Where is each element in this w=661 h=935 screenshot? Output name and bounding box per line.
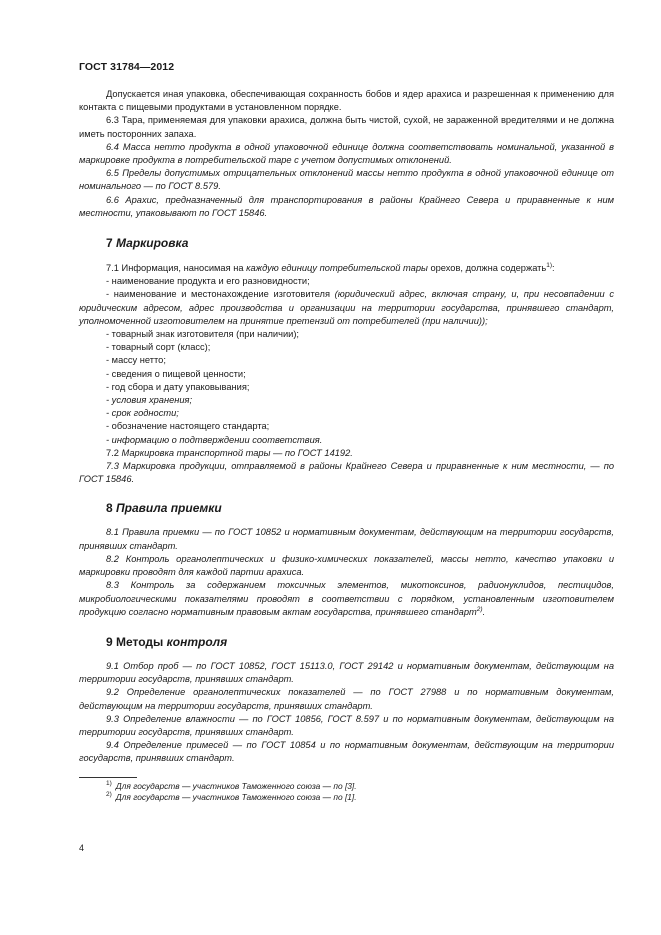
- paragraph-8-1: 8.1 Правила приемки — по ГОСТ 10852 и нормативным документам, действующим на территории государств, принявших стандарт.: [79, 527, 614, 551]
- section-8-number: 8: [106, 501, 113, 516]
- list-item: - условия хранения;: [106, 395, 193, 406]
- paragraph-9-3: 9.3 Определение влажности — по ГОСТ 10856, ГОСТ 8.597 и по нормативным документам, действующим на территории государств, принявших стандарт.: [79, 713, 614, 737]
- paragraph-6-4: 6.4 Масса нетто продукта в одной упаковочной единице должна соответствовать номинальной, указанной в маркировке продукта в потребительской таре с учетом допустимых отклонений.: [79, 141, 614, 166]
- list-item: - товарный сорт (класс);: [106, 342, 211, 353]
- section-9-heading: [79, 635, 614, 650]
- paragraph-6-6: 6.6 Арахис, предназначенный для транспортирования в районы Крайнего Севера и приравненные к ним местности, упаковывают по ГОСТ 15846.: [79, 194, 614, 218]
- p83-end: .: [482, 606, 486, 617]
- paragraph-6-5: 6.5 Пределы допустимых отрицательных отклонений массы нетто продукта в одной упаковочной единице от номинального — по ГОСТ 8.579.: [79, 168, 614, 192]
- section-7-title: Маркировка: [116, 236, 189, 251]
- paragraph-9-2: 9.2 Определение органолептических показателей — по ГОСТ 27988 и по нормативным документам, действующим на территории государств, принявших стандарт.: [79, 687, 614, 711]
- paragraph-7-3: 7.3 Маркировка продукции, отправляемой в районы Крайнего Севера и приравненные к ним местности, — по ГОСТ 15846.: [79, 461, 614, 485]
- footnote-divider: [79, 777, 137, 778]
- paragraph-8-2: 8.2 Контроль органолептических и физико-химических показателей, массы нетто, качество упаковки и маркировки проводят для каждой партии арахиса.: [79, 553, 614, 578]
- footnote: [79, 792, 614, 804]
- paragraph-7-1: [79, 262, 614, 275]
- footnote-mark: 1): [106, 779, 112, 787]
- paragraph-9-1: 9.1 Отбор проб — по ГОСТ 10852, ГОСТ 15113.0, ГОСТ 29142 и нормативным документам, действующим на территории государств, принявших стандарт.: [79, 660, 614, 685]
- paragraph-7-2: [79, 447, 614, 460]
- paragraph-6-3: 6.3 Тара, применяемая для упаковки арахиса, должна быть чистой, сухой, не зараженной вредителями и не должна иметь посторонних запаха.: [79, 115, 614, 139]
- section-7-number: 7: [106, 236, 113, 251]
- footnote-ref-2: 2): [476, 605, 483, 613]
- list-item: - массу нетто;: [106, 355, 166, 366]
- page-number: 4: [79, 843, 85, 853]
- document-code-header: ГОСТ 31784—2012: [79, 61, 175, 73]
- list-item: [79, 288, 614, 328]
- list-item: - информацию о подтверждении соответствия.: [106, 434, 323, 445]
- document-body: [79, 88, 614, 804]
- paragraph-packaging-alt: Допускается иная упаковка, обеспечивающая сохранность бобов и ядер арахиса и разрешенная к применению для контакта с пищевыми продуктами в установленном порядке.: [79, 89, 614, 113]
- section-7-heading: [79, 236, 614, 251]
- section-9-number: 9: [106, 634, 113, 649]
- section-9-title-a: Методы: [116, 634, 164, 649]
- list-item: - сведения о пищевой ценности;: [106, 368, 246, 379]
- paragraph-9-4: 9.4 Определение примесей — по ГОСТ 10854 и по нормативным документам, действующим на территории государств, принявших стандарт.: [79, 740, 614, 764]
- footnote-ref-1: 1): [546, 261, 553, 269]
- p71-text-a: 7.1 Информация, наносимая на: [106, 263, 244, 274]
- section-8-heading: [79, 501, 614, 516]
- list-item: - наименование продукта и его разновидности;: [106, 276, 310, 287]
- list-item: - товарный знак изготовителя (при наличии);: [106, 329, 300, 340]
- list-item-italic-text: (юридический адрес, включая страну, и, при несовпадении с юридическим адресом, адрес производства и организации на территории государства, принявшего стандарт, уполномоченной изготовителем на принятие претензий от потребителей (при наличии));: [79, 289, 614, 326]
- p72-text: Маркировка транспортной тары — по ГОСТ 14192.: [121, 447, 353, 458]
- footnote-mark: 2): [106, 791, 112, 799]
- p72-number: 7.2: [106, 447, 119, 458]
- p71-text-b: каждую единицу потребительской тары: [246, 263, 428, 274]
- footnote-text: Для государств — участников Таможенного союза — по [3].: [115, 780, 357, 791]
- p83-text: 8.3 Контроль за содержанием токсичных элементов, микотоксинов, радионуклидов, пестицидов, микробиологическими показателями проводят в соответствии с порядком, установленным изготовителем продукцию согласно нормативным правовым актам государства, принявшего стандарт: [79, 580, 614, 617]
- paragraph-8-3: [79, 579, 614, 619]
- footnote: [79, 781, 614, 793]
- section-8-title: Правила приемки: [116, 501, 222, 516]
- list-item: - обозначение настоящего стандарта;: [106, 421, 270, 432]
- footnote-text: Для государств — участников Таможенного союза — по [1].: [115, 792, 357, 803]
- section-9-title-b: контроля: [166, 634, 228, 649]
- list-item: - год сбора и дату упаковывания;: [106, 381, 250, 392]
- list-item-text: - наименование и местонахождение изготовителя: [106, 289, 330, 300]
- p71-text-d: :: [552, 263, 555, 274]
- list-item: - срок годности;: [106, 408, 179, 419]
- p71-text-c: орехов, должна содержать: [430, 263, 547, 274]
